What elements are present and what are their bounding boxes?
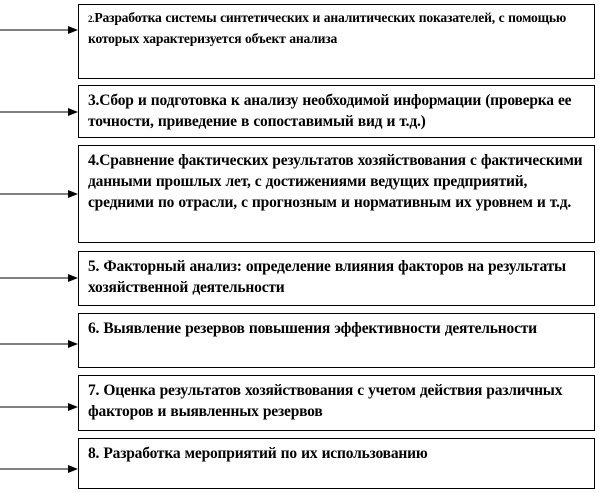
step-6-arrow — [0, 338, 78, 350]
step-7-box — [78, 375, 595, 431]
step-4-arrow — [0, 188, 78, 200]
step-3-arrow — [0, 106, 78, 118]
step-7-text: 7. Оценка результатов хозяйствования с учетом действия различных факторов и выявленных резервов — [88, 382, 563, 420]
step-8-text: 8. Разработка мероприятий по их использованию — [88, 445, 428, 462]
step-4-box — [78, 145, 595, 243]
step-8-box — [78, 438, 595, 489]
step-4-text: 4.Сравнение фактических результатов хозяйствования с фактическими данными прошлых лет, с достижениями ведущих предприятий, средними по отрасли, с прогнозным и нормативным их уровнем и т.д. — [88, 152, 583, 211]
step-2-arrow — [0, 24, 78, 36]
step-3-text: 3.Сбор и подготовка к анализу необходимой информации (проверка ее точности, приведение в сопоставимый вид и т.д.) — [88, 92, 572, 130]
step-5-text: 5. Факторный анализ: определение влияния факторов на результаты хозяйственной деятельности — [88, 258, 566, 296]
step-6-box — [78, 313, 595, 368]
step-3-box — [78, 85, 595, 138]
step-6-text: 6. Выявление резервов повышения эффективности деятельности — [88, 320, 537, 337]
step-8-arrow — [0, 463, 78, 475]
step-2-text: Разработка системы синтетических и аналитических показателей, с помощью которых характеризуется объект анализа — [88, 10, 567, 46]
step-2-box — [78, 4, 595, 79]
step-2-number: 2. — [88, 14, 95, 24]
step-5-arrow — [0, 272, 78, 284]
step-5-box — [78, 251, 595, 306]
step-7-arrow — [0, 401, 78, 413]
